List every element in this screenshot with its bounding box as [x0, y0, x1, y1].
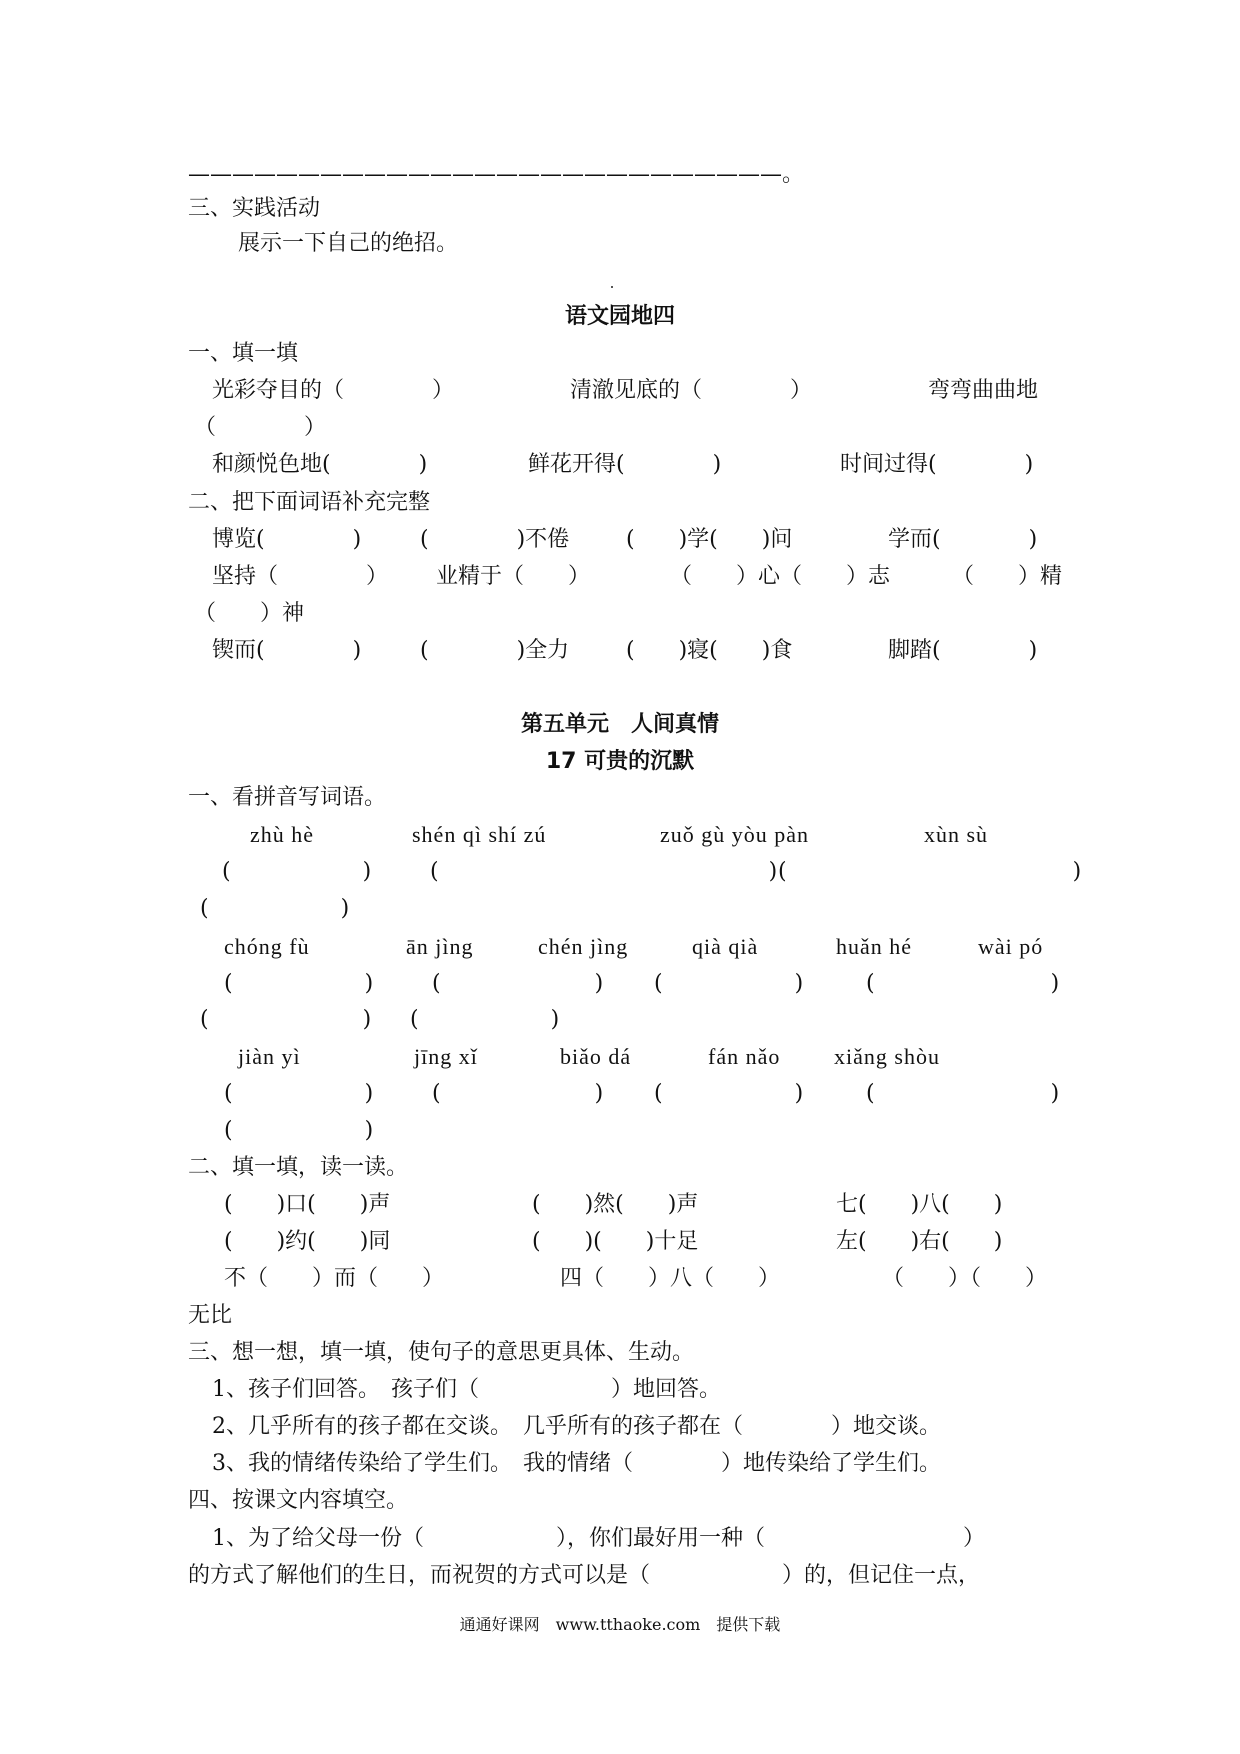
fill-item: 锲而( ) [212, 638, 362, 663]
question-title: 一、看拼音写词语。 [188, 785, 387, 810]
pinyin-word: huǎn hé [836, 934, 913, 959]
fill-item: 七( )八( ) [836, 1192, 1003, 1217]
heading-garden: 语文园地四 [564, 304, 675, 329]
answer-blank: ( ) [224, 1081, 374, 1106]
pinyin-word: jīng xǐ [414, 1044, 478, 1069]
fill-item: ( )不倦 [420, 527, 570, 552]
answer-blank: ( ) [778, 859, 1082, 884]
answer-blank: ( ) [224, 1118, 374, 1143]
answer-blank: ( ) [654, 971, 804, 996]
pinyin-word: zhù hè [250, 822, 315, 847]
fill-item: 不（ ）而（ ） [224, 1266, 445, 1291]
fill-item: 清澈见底的（ ） [570, 378, 813, 403]
passage-line: 1、为了给父母一份（ ），你们最好用一种（ ） [212, 1526, 985, 1551]
answer-blank: ( ) [432, 1081, 604, 1106]
fill-item: 鲜花开得( ) [528, 452, 722, 477]
fill-item: ( )约( )同 [224, 1229, 391, 1254]
answer-blank: ( ) [866, 971, 1060, 996]
heading-lesson: 17 可贵的沉默 [545, 749, 695, 774]
pinyin-word: wài pó [978, 934, 1044, 959]
pinyin-word: xiǎng shòu [834, 1044, 940, 1069]
answer-blank: ( ) [200, 896, 350, 921]
fill-item: 博览( ) [212, 527, 362, 552]
answer-blank: ( ) [222, 859, 372, 884]
heading-unit: 第五单元 人间真情 [520, 712, 719, 737]
fill-item: ( )寝( )食 [626, 638, 793, 663]
answer-blank: ( ) [654, 1081, 804, 1106]
fill-item: 学而( ) [888, 527, 1038, 552]
pinyin-word: fán nǎo [708, 1044, 781, 1069]
answer-blank: ( ) [410, 1007, 560, 1032]
pinyin-word: shén qì shí zú [412, 822, 547, 847]
fill-item: 脚踏( ) [888, 638, 1038, 663]
pinyin-word: chén jìng [538, 934, 629, 959]
fill-item: ( )口( )声 [224, 1192, 391, 1217]
decorative-dot [611, 286, 613, 288]
question-title: 四、按课文内容填空。 [188, 1488, 409, 1513]
fill-item: （ ）神 [194, 601, 305, 626]
fill-item: 弯弯曲曲地 [928, 378, 1039, 403]
fill-item: （ ）心（ ）志 [670, 564, 891, 589]
question-title: 一、填一填 [188, 341, 299, 366]
pinyin-word: biǎo dá [560, 1044, 632, 1069]
sentence-item: 1、孩子们回答。 孩子们（ ）地回答。 [212, 1377, 721, 1402]
pinyin-word: ān jìng [406, 934, 474, 959]
fill-item: （ ） [194, 415, 327, 440]
question-title: 三、想一想，填一填，使句子的意思更具体、生动。 [188, 1340, 695, 1365]
pinyin-word: jiàn yì [238, 1044, 301, 1069]
answer-line: ———————————————————————————。 [188, 162, 805, 187]
pinyin-word: chóng fù [224, 934, 310, 959]
fill-item: 左( )右( ) [836, 1229, 1003, 1254]
fill-item: 业精于（ ） [436, 564, 591, 589]
fill-item: 光彩夺目的（ ） [212, 378, 455, 403]
fill-item: 和颜悦色地( ) [212, 452, 428, 477]
fill-item: （ ）精 [952, 564, 1063, 589]
answer-blank: ( ) [432, 971, 604, 996]
fill-item: ( )然( )声 [532, 1192, 699, 1217]
fill-item: 坚持（ ） [212, 564, 389, 589]
answer-blank: ( ) [866, 1081, 1060, 1106]
section-body: 展示一下自己的绝招。 [238, 231, 459, 256]
section-title: 三、实践活动 [188, 196, 321, 221]
fill-item: 时间过得( ) [840, 452, 1034, 477]
fill-item: ( )学( )问 [626, 527, 793, 552]
sentence-item: 2、几乎所有的孩子都在交谈。 几乎所有的孩子都在（ ）地交谈。 [212, 1414, 941, 1439]
passage-line: 的方式了解他们的生日，而祝贺的方式可以是（ ）的，但记住一点， [188, 1563, 981, 1588]
sentence-item: 3、我的情绪传染给了学生们。 我的情绪（ ）地传染给了学生们。 [212, 1451, 941, 1476]
question-title: 二、把下面词语补充完整 [188, 490, 431, 515]
pinyin-word: qià qià [692, 934, 759, 959]
answer-blank: ( ) [430, 859, 778, 884]
fill-item: ( )全力 [420, 638, 570, 663]
fill-item: （ ）（ ） [882, 1266, 1048, 1291]
pinyin-word: xùn sù [924, 822, 989, 847]
page-footer: 通通好课网 www.tthaoke.com 提供下载 [459, 1615, 781, 1634]
answer-blank: ( ) [200, 1007, 372, 1032]
answer-blank: ( ) [224, 971, 374, 996]
fill-item: 无比 [188, 1303, 233, 1328]
fill-item: ( )( )十足 [532, 1229, 699, 1254]
question-title: 二、填一填，读一读。 [188, 1155, 409, 1180]
fill-item: 四（ ）八（ ） [560, 1266, 781, 1291]
pinyin-word: zuǒ gù yòu pàn [660, 822, 810, 847]
